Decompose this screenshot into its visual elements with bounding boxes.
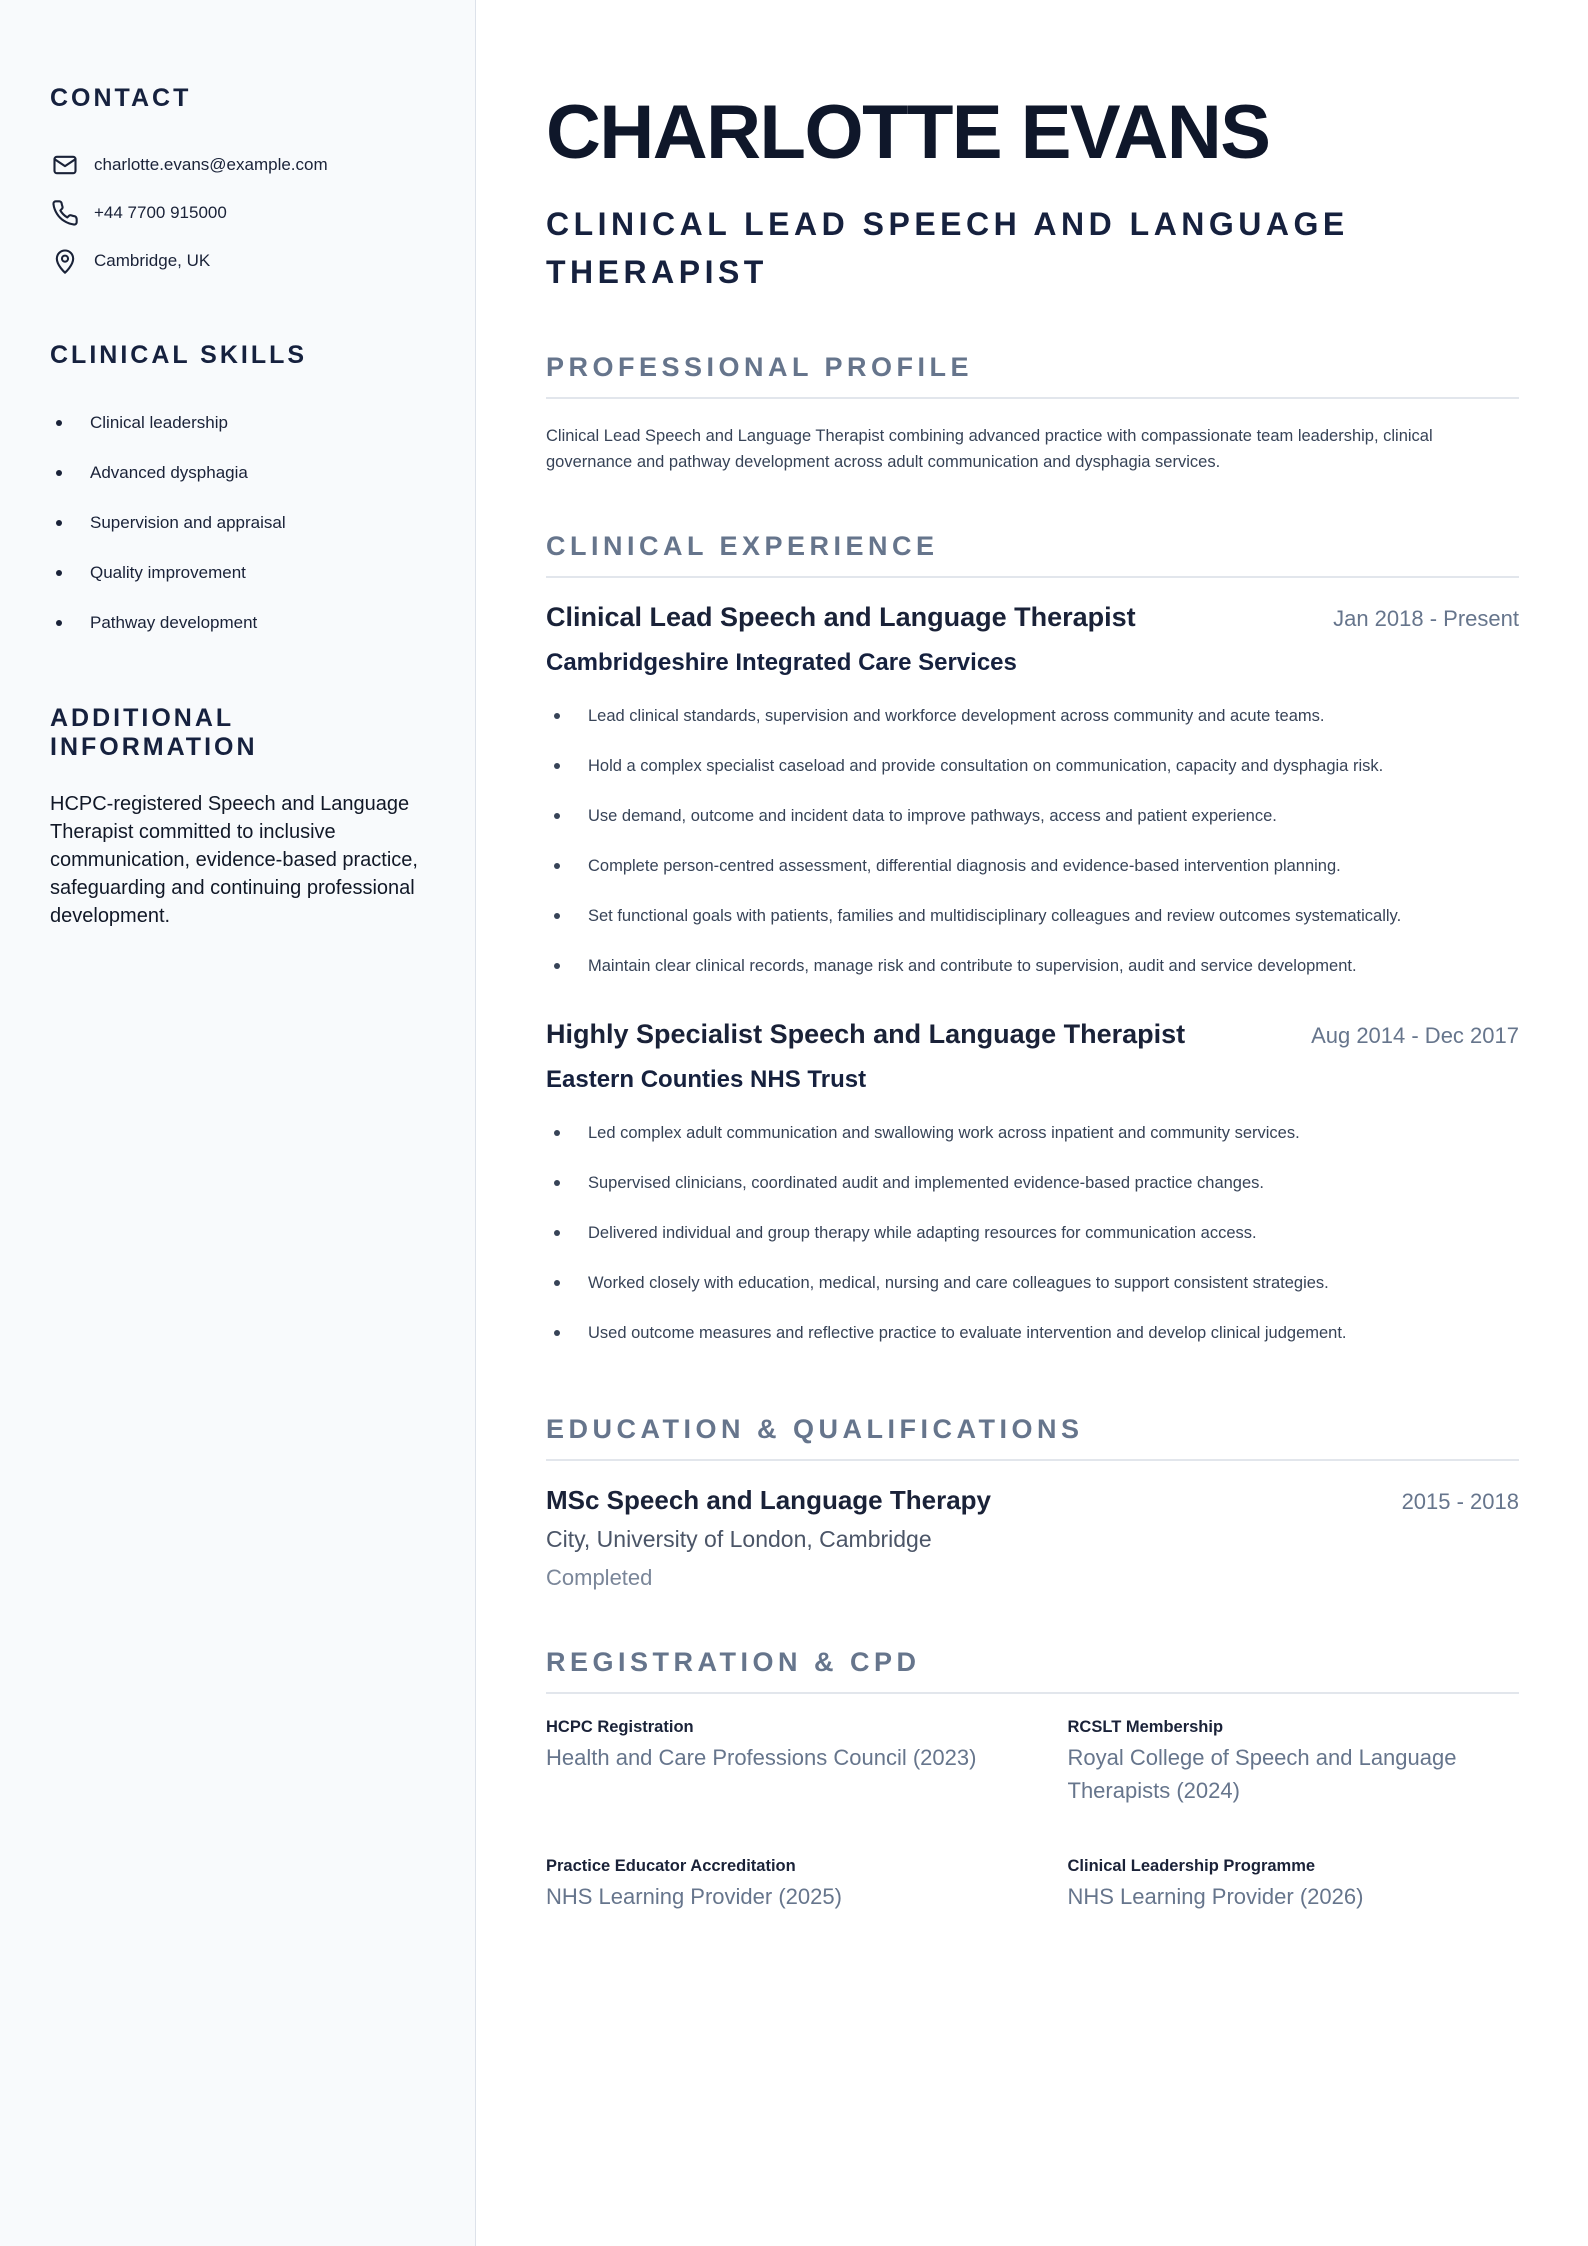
education-header [546, 1485, 1519, 1516]
job-role: Highly Specialist Speech and Language Therapist [546, 1019, 1186, 1049]
bullet-icon [554, 1130, 560, 1136]
registration-item [546, 1718, 998, 1807]
bullet-text: Maintain clear clinical records, manage risk and contribute to supervision, audit and service development. [588, 956, 1357, 975]
skills-heading: CLINICAL SKILLS [50, 341, 308, 369]
skill-item [56, 598, 425, 648]
contact-location [50, 237, 425, 285]
job-company: Eastern Counties NHS Trust [546, 1066, 867, 1093]
bullet-text: Used outcome measures and reflective practice to evaluate intervention and develop clinical judgement. [588, 1323, 1347, 1342]
bullet-text: Lead clinical standards, supervision and workforce development across community and acute teams. [588, 706, 1325, 725]
profile-text: Clinical Lead Speech and Language Therapist combining advanced practice with compassionate team leadership, clinical governance and pathway development across adult communication and dysphagia services. [546, 427, 1433, 471]
bullet-text: Complete person-centred assessment, differential diagnosis and evidence-based intervention planning. [588, 856, 1341, 875]
list-item [554, 691, 1519, 741]
job-header [546, 1019, 1519, 1050]
bullet-icon [554, 713, 560, 719]
additional-heading: ADDITIONAL INFORMATION [50, 704, 258, 761]
education-years: 2015 - 2018 [1401, 1489, 1519, 1514]
bullet-text: Led complex adult communication and swallowing work across inpatient and community services. [588, 1123, 1300, 1142]
job-entry [546, 1019, 1519, 1358]
registration-label: Clinical Leadership Programme [1067, 1857, 1316, 1875]
education-degree: MSc Speech and Language Therapy [546, 1485, 991, 1515]
list-item [554, 791, 1519, 841]
contact-email-text: charlotte.evans@example.com [94, 155, 328, 174]
registration-value: NHS Learning Provider (2026) [1067, 1884, 1364, 1909]
candidate-name: CHARLOTTE EVANS [546, 90, 1270, 175]
bullet-icon [554, 813, 560, 819]
registration-item [1068, 1857, 1520, 1913]
education-section [546, 1414, 1519, 1591]
job-bullets [546, 691, 1519, 991]
skills-list [50, 398, 425, 648]
contact-phone-text: +44 7700 915000 [94, 203, 227, 222]
mail-icon [50, 150, 80, 180]
skills-section [50, 341, 425, 648]
list-item [554, 1158, 1519, 1208]
list-item [554, 1208, 1519, 1258]
skill-item [56, 498, 425, 548]
sidebar [0, 0, 476, 2246]
job-header [546, 602, 1519, 633]
list-item [554, 1308, 1519, 1358]
bullet-icon [56, 420, 62, 426]
bullet-text: Supervised clinicians, coordinated audit and implemented evidence-based practice changes. [588, 1173, 1264, 1192]
map-pin-icon [50, 246, 80, 276]
registration-value: Royal College of Speech and Language Therapists (2024) [1067, 1745, 1457, 1803]
registration-item [1068, 1718, 1520, 1807]
skill-item [56, 398, 425, 448]
contact-list [50, 141, 425, 285]
registration-value: NHS Learning Provider (2025) [546, 1884, 842, 1909]
job-dates: Jan 2018 - Present [1333, 606, 1519, 631]
candidate-title: CLINICAL LEAD SPEECH AND LANGUAGE THERAPIST [546, 206, 1349, 290]
skill-text: Supervision and appraisal [90, 513, 286, 532]
bullet-text: Use demand, outcome and incident data to improve pathways, access and patient experience. [588, 806, 1277, 825]
bullet-icon [56, 470, 62, 476]
bullet-icon [554, 963, 560, 969]
bullet-icon [554, 1180, 560, 1186]
contact-phone[interactable] [50, 189, 425, 237]
bullet-icon [554, 1330, 560, 1336]
bullet-text: Hold a complex specialist caseload and provide consultation on communication, capacity and dysphagia risk. [588, 756, 1384, 775]
list-item [554, 941, 1519, 991]
registration-value: Health and Care Professions Council (2023) [546, 1745, 977, 1770]
skill-text: Clinical leadership [90, 413, 228, 432]
contact-location-text: Cambridge, UK [94, 251, 211, 270]
resume-header [546, 88, 1519, 296]
contact-section [50, 84, 425, 285]
job-bullets [546, 1108, 1519, 1358]
education-school: City, University of London, Cambridge [546, 1526, 932, 1552]
registration-section [546, 1647, 1519, 1913]
list-item [554, 841, 1519, 891]
registration-grid [546, 1718, 1519, 1913]
registration-item [546, 1857, 998, 1913]
contact-heading: CONTACT [50, 84, 192, 112]
registration-label: HCPC Registration [546, 1718, 694, 1736]
job-entry [546, 602, 1519, 991]
bullet-icon [554, 1280, 560, 1286]
job-company: Cambridgeshire Integrated Care Services [546, 649, 1017, 676]
skill-text: Pathway development [90, 613, 258, 632]
contact-email[interactable] [50, 141, 425, 189]
bullet-icon [56, 570, 62, 576]
skill-text: Quality improvement [90, 563, 246, 582]
list-item [554, 1108, 1519, 1158]
profile-section [546, 352, 1519, 475]
job-role: Clinical Lead Speech and Language Therapist [546, 602, 1136, 632]
job-dates: Aug 2014 - Dec 2017 [1311, 1023, 1519, 1048]
phone-icon [50, 198, 80, 228]
bullet-text: Delivered individual and group therapy while adapting resources for communication access. [588, 1223, 1257, 1242]
bullet-icon [554, 913, 560, 919]
bullet-icon [56, 620, 62, 626]
bullet-icon [554, 763, 560, 769]
registration-heading: REGISTRATION & CPD [546, 1647, 1519, 1694]
skill-text: Advanced dysphagia [90, 463, 248, 482]
additional-section [50, 704, 425, 930]
education-status: Completed [546, 1565, 653, 1590]
list-item [554, 1258, 1519, 1308]
main-content [476, 0, 1588, 2246]
registration-label: RCSLT Membership [1067, 1718, 1224, 1736]
skill-item [56, 548, 425, 598]
education-heading: EDUCATION & QUALIFICATIONS [546, 1414, 1519, 1461]
bullet-icon [56, 520, 62, 526]
skill-item [56, 448, 425, 498]
bullet-icon [554, 863, 560, 869]
list-item [554, 891, 1519, 941]
bullet-text: Worked closely with education, medical, nursing and care colleagues to support consistent strategies. [588, 1273, 1329, 1292]
profile-heading: PROFESSIONAL PROFILE [546, 352, 1519, 399]
list-item [554, 741, 1519, 791]
experience-section [546, 531, 1519, 1358]
bullet-icon [554, 1230, 560, 1236]
additional-text: HCPC-registered Speech and Language Therapist committed to inclusive communication, evidence-based practice, safeguarding and continuing professional development. [50, 793, 418, 927]
registration-label: Practice Educator Accreditation [546, 1857, 796, 1875]
bullet-text: Set functional goals with patients, families and multidisciplinary colleagues and review outcomes systematically. [588, 906, 1402, 925]
experience-heading: CLINICAL EXPERIENCE [546, 531, 1519, 578]
